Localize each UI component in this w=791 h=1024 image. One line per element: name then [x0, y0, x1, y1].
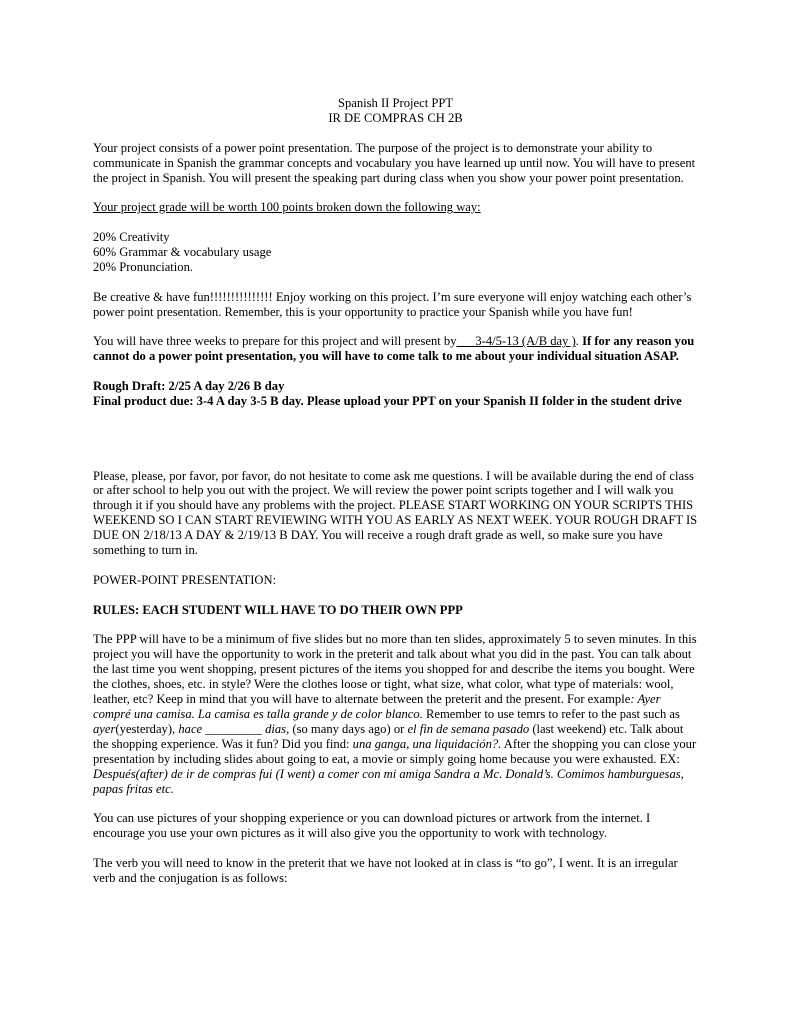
grade-list — [93, 230, 698, 275]
deadline-bold-note: If for any reason you cannot do a power point presentation, you will have to come talk to me about your individual situation ASAP. — [93, 334, 695, 364]
grade-item: 20% Pronunciation. — [93, 259, 194, 274]
deadline-paragraph — [93, 334, 698, 364]
intro-paragraph: Your project consists of a power point presentation. The purpose of the project is to demonstrate your ability to communicate in Spanish the grammar concepts and vocabulary you have learned up until now. You will have to present the project in Spanish. You will present the speaking part during class when you show your power point presentation. — [93, 140, 696, 185]
deadline-dot: . — [575, 334, 583, 349]
please-paragraph: Please, please, por favor, por favor, do not hesitate to come ask me questions. I will be available during the end of class or after school to help you out with the project. We will review the power point scripts together and I will walk you through it if you should have any problems with the project. PLEASE START WORKING ON YOUR SCRIPTS THIS WEEKEND SO I CAN START REVIEWING WITH YOU AS EARLY AS NEXT WEEK. YOUR ROUGH DRAFT IS DUE ON 2/18/13 A DAY & 2/19/13 B DAY. You will receive a rough draft grade as well, so make sure you have something to turn in. — [93, 468, 698, 558]
title-line-1: Spanish II Project PPT — [337, 96, 454, 110]
ppt-heading: POWER-POINT PRESENTATION: — [93, 572, 277, 587]
rules-heading: RULES: EACH STUDENT WILL HAVE TO DO THEIR OWN PPP — [93, 602, 463, 617]
presentation-date: ___3-4/5-13 (A/B day ) — [456, 334, 576, 349]
rough-draft-line: Rough Draft: 2/25 A day 2/26 B day — [93, 379, 285, 394]
final-product-line: Final product due: 3-4 A day 3-5 B day. Please upload your PPT on your Spanish II folder in the student drive — [93, 394, 682, 409]
grade-item: 60% Grammar & vocabulary usage — [93, 245, 272, 260]
verb-paragraph: The verb you will need to know in the preterit that we have not looked at in class is “to go”, I went. It is an irregular verb and the conjugation is as follows: — [93, 856, 678, 885]
rules-paragraph: The PPP will have to be a minimum of five slides but no more than ten slides, approximately 5 to seven minutes. In this project you will have the opportunity to work in the preterit and talk about what you did in the past. You can talk about the last time you went shopping, present pictures of the items you shopped for and describe the items you bought. Were the clothes, shoes, etc. in style? Were the clothes loose or tight, what size, what color, what type of materials: wool, leather, etc? Keep in mind that you will have to alternate between the preterit and the present. For example: Ayer compré una camisa. La camisa es talla grande y de color blanco. Remember to use temrs to refer to the past such as ayer(yesterday), hace _________ dias, (so many days ago) or el fin de semana pasado (last weekend) etc. Talk about the shopping experience. Was it fun? Did you find: una ganga, una liquidación?. After the shopping you can close your presentation by including slides about going to eat, a movie or simply going home because you were exhausted. EX: Después(after) de ir de compras fui (I went) a comer con mi amiga Sandra a Mc. Donald’s. Comimos hamburguesas, papas fritas etc. — [93, 632, 697, 796]
pictures-paragraph: You can use pictures of your shopping experience or you can download pictures or artwork from the internet. I encourage you use your own pictures as it will also give you the opportunity to work with technology. — [93, 811, 651, 841]
grade-heading: Your project grade will be worth 100 points broken down the following way: — [93, 200, 481, 215]
have-fun-paragraph: Be creative & have fun!!!!!!!!!!!!!!! Enjoy working on this project. I’m sure everyone will enjoy watching each other’s power point presentation. Remember, this is your opportunity to practice your Spanish while you have fun! — [93, 289, 692, 319]
deadline-lead: You will have three weeks to prepare for this project and will present by — [93, 334, 457, 349]
grade-item: 20% Creativity — [93, 230, 170, 245]
title-line-2: IR DE COMPRAS CH 2B — [328, 110, 463, 125]
